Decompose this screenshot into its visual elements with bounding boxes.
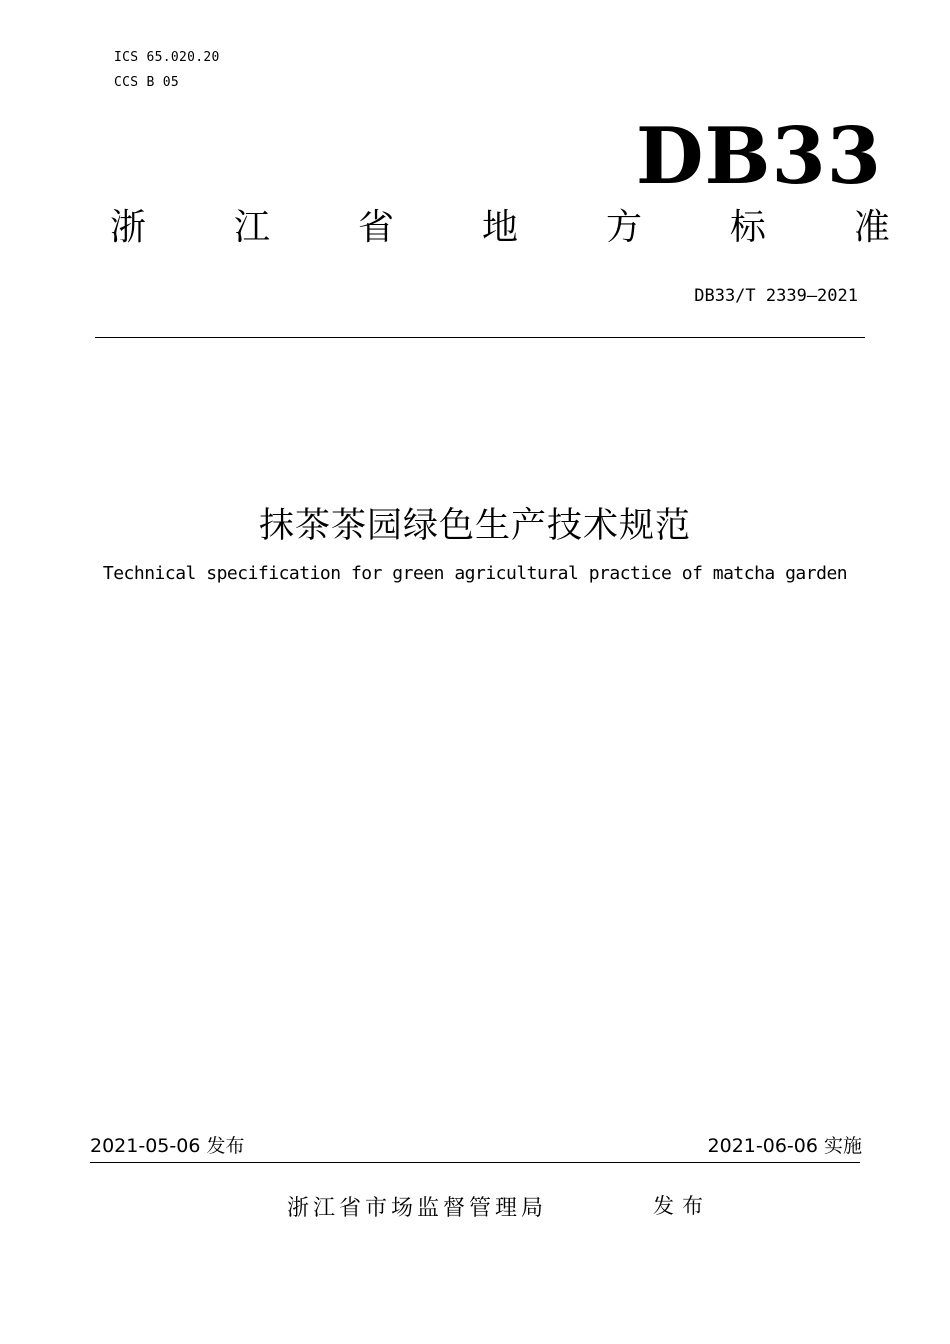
standard-type-char: 准 bbox=[853, 207, 890, 248]
standard-type-char: 地 bbox=[481, 207, 518, 248]
standard-type-char: 浙 bbox=[110, 207, 147, 248]
ccs-code: CCS B 05 bbox=[114, 75, 180, 90]
header-divider bbox=[95, 337, 865, 338]
footer-divider bbox=[90, 1162, 860, 1163]
standard-type-char: 标 bbox=[729, 207, 766, 248]
implementation-date: 2021-06-06 实施 bbox=[707, 1135, 862, 1157]
standard-number: DB33/T 2339—2021 bbox=[694, 286, 858, 306]
publisher-name: 浙江省市场监督管理局 bbox=[287, 1196, 548, 1221]
standard-type-heading bbox=[110, 207, 890, 248]
publish-label: 发布 bbox=[653, 1194, 711, 1218]
standard-logo: DB33 bbox=[635, 111, 882, 202]
ics-code: ICS 65.020.20 bbox=[114, 50, 220, 65]
standard-type-char: 江 bbox=[233, 207, 270, 248]
document-title-chinese: 抹茶茶园绿色生产技术规范 bbox=[258, 506, 691, 546]
document-title-english: Technical specification for green agricultural practice of matcha garden bbox=[102, 563, 848, 584]
standard-type-char: 方 bbox=[605, 207, 642, 248]
issue-date: 2021-05-06 发布 bbox=[90, 1135, 245, 1157]
standard-type-char: 省 bbox=[357, 207, 394, 248]
